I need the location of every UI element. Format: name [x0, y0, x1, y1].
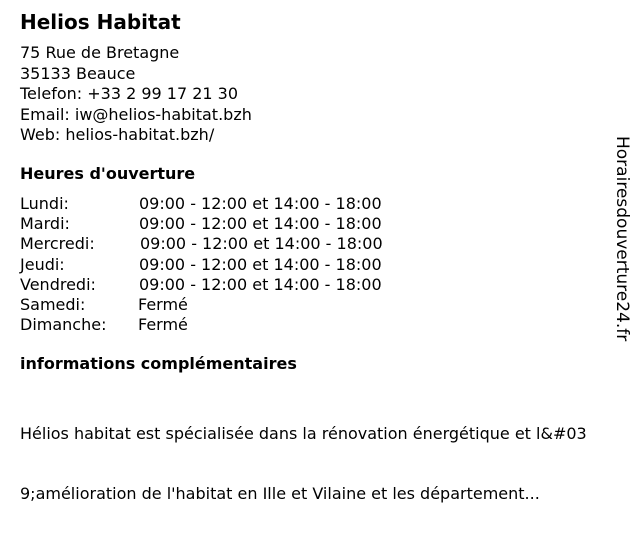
time-value: 09:00 - 12:00 et 14:00 - 18:00 [139, 214, 382, 234]
opening-hours-heading: Heures d'ouverture [20, 164, 196, 183]
day-label: Lundi: [20, 194, 69, 213]
time-value: 09:00 - 12:00 et 14:00 - 18:00 [139, 254, 382, 274]
day-label: Mardi: [20, 214, 70, 234]
phone-text: Telefon: +33 2 99 17 21 30 [20, 84, 239, 103]
business-name: Helios Habitat [20, 10, 181, 34]
contact-block [20, 43, 252, 146]
vertical-site-brand: Horairesdouverture24.fr [612, 136, 632, 342]
website-text: Web: helios-habitat.bzh/ [20, 125, 215, 144]
info-text-line-1: Hélios habitat est spécialisée dans la rénovation énergétique et l&#03 [20, 424, 587, 443]
address-street: 75 Rue de Bretagne [20, 43, 180, 62]
day-label: Vendredi: [20, 274, 96, 294]
info-text-line-2: 9;amélioration de l'habitat en Ille et Vilaine et les département... [20, 484, 540, 503]
time-value: 09:00 - 12:00 et 14:00 - 18:00 [139, 194, 382, 213]
address-city: 35133 Beauce [20, 63, 136, 83]
day-label: Mercredi: [20, 234, 95, 254]
additional-info-text [20, 384, 610, 544]
day-label: Jeudi: [20, 254, 65, 274]
time-value: Fermé [138, 294, 188, 314]
day-label: Samedi: [20, 294, 86, 314]
time-value: 09:00 - 12:00 et 14:00 - 18:00 [140, 234, 383, 254]
day-label: Dimanche: [20, 315, 107, 335]
email-text: Email: iw@helios-habitat.bzh [20, 104, 252, 124]
time-value: Fermé [138, 315, 188, 335]
additional-info-heading: informations complémentaires [20, 354, 297, 373]
time-value: 09:00 - 12:00 et 14:00 - 18:00 [139, 274, 382, 294]
